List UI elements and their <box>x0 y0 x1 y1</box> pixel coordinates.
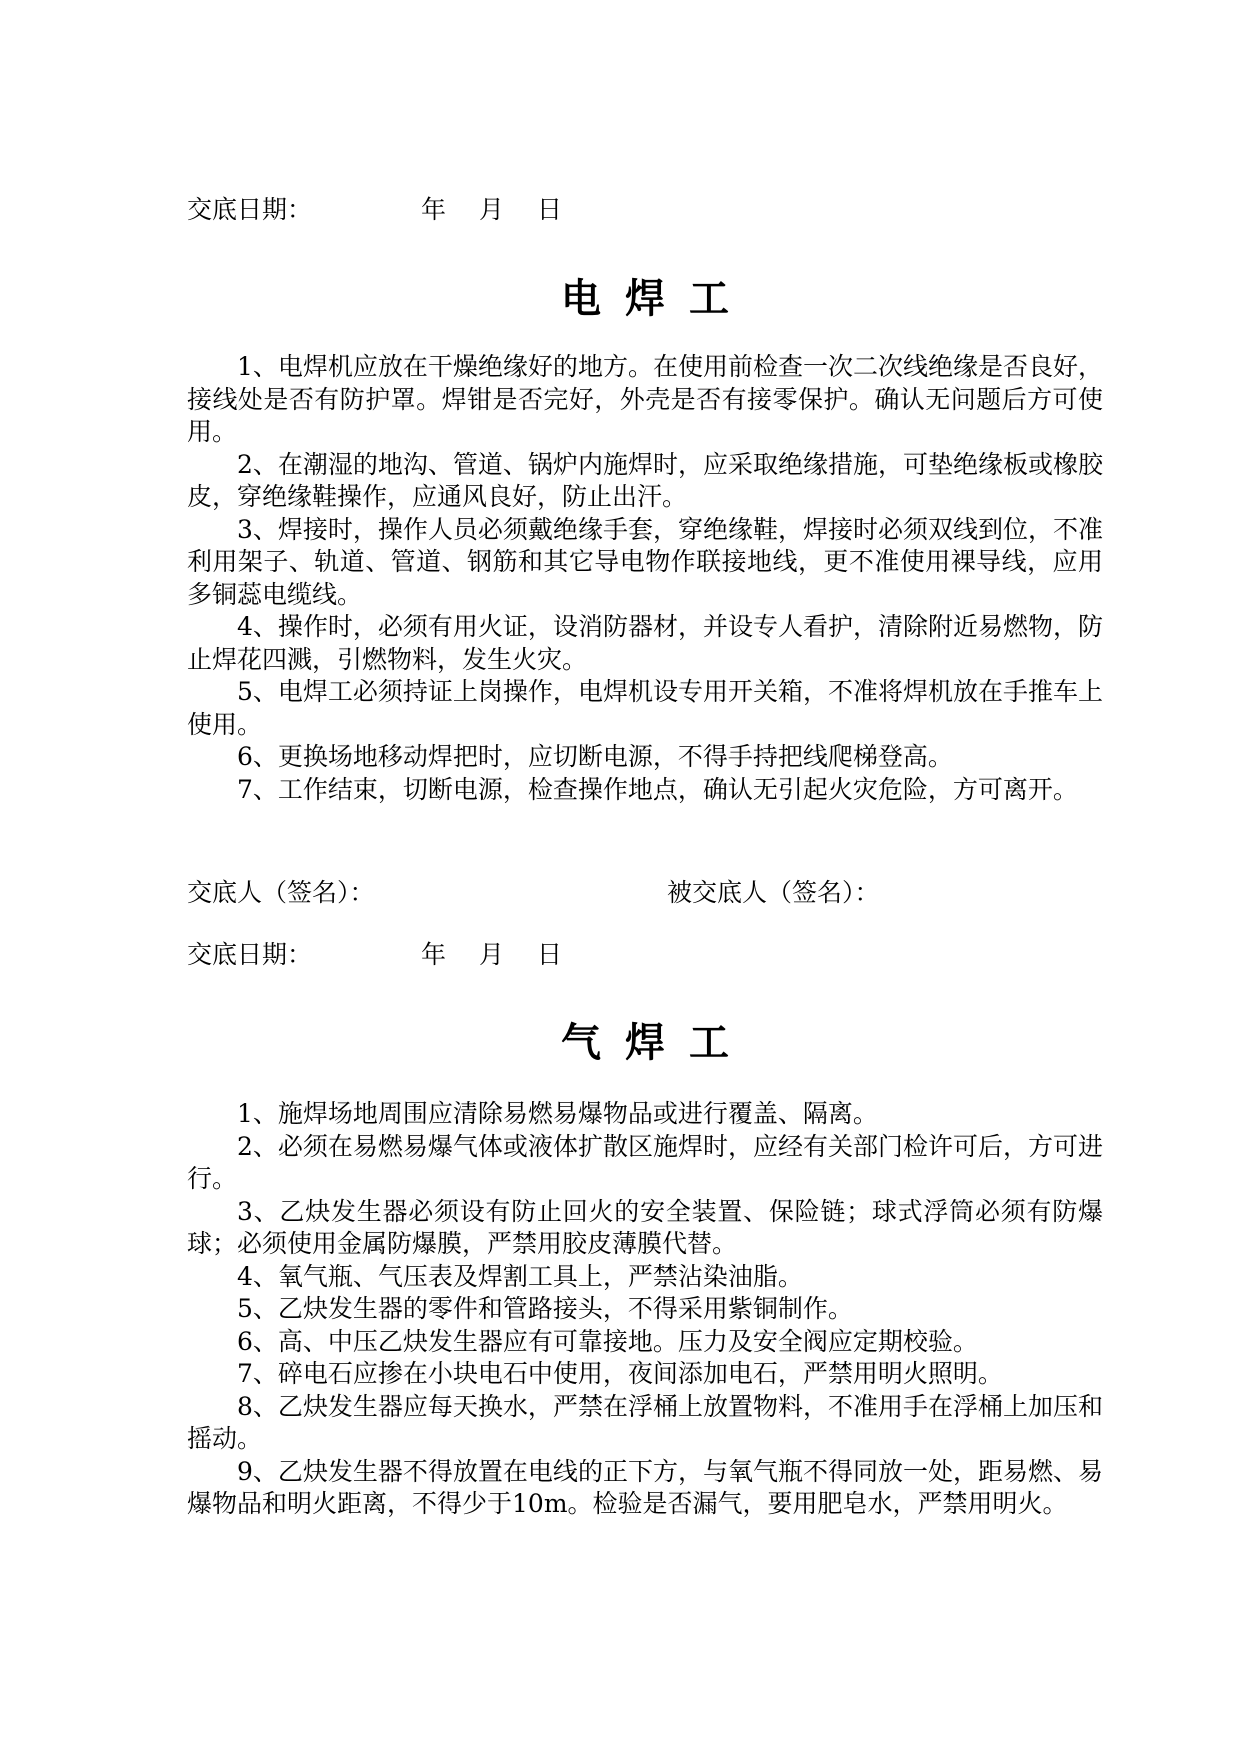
rule-item: 5、电焊工必须持证上岗操作，电焊机设专用开关箱，不准将焊机放在手推车上使用。 <box>187 677 1103 739</box>
date-line-2 <box>187 938 1103 972</box>
rule-item: 1、施焊场地周围应清除易燃易爆物品或进行覆盖、隔离。 <box>237 1099 878 1128</box>
rule-item: 4、氧气瓶、气压表及焊割工具上，严禁沾染油脂。 <box>237 1261 803 1291</box>
rule-item: 6、高、中压乙炔发生器应有可靠接地。压力及安全阀应定期校验。 <box>237 1326 978 1356</box>
date-label: 交底日期： <box>187 195 313 224</box>
rule-item: 8、乙炔发生器应每天换水，严禁在浮桶上放置物料，不准用手在浮桶上加压和摇动。 <box>187 1391 1103 1453</box>
rule-item: 9、乙炔发生器不得放置在电线的正下方，与氧气瓶不得同放一处，距易燃、易爆物品和明火距离，不得少于10m。检验是否漏气，要用肥皂水，严禁用明火。 <box>187 1456 1103 1518</box>
date-year: 年 <box>421 195 447 224</box>
rule-item: 7、碎电石应掺在小块电石中使用，夜间添加电石，严禁用明火照明。 <box>237 1359 1003 1388</box>
date-day: 日 <box>537 940 563 969</box>
date-year: 年 <box>421 940 447 969</box>
rule-item: 4、操作时，必须有用火证，设消防器材，并设专人看护，清除附近易燃物，防止焊花四溅，引燃物料，发生火灾。 <box>187 612 1103 674</box>
rule-item: 3、焊接时，操作人员必须戴绝缘手套，穿绝缘鞋，焊接时必须双线到位，不准利用架子、轨道、管道、钢筋和其它导电物作联接地线，更不准使用裸导线，应用多铜蕊电缆线。 <box>187 514 1103 609</box>
receiver-signature-label: 被交底人（签名）： <box>667 878 880 907</box>
rules-list-electric-welder <box>187 351 1103 806</box>
rule-item: 1、电焊机应放在干燥绝缘好的地方。在使用前检查一次二次线绝缘是否良好，接线处是否有防护罩。焊钳是否完好，外壳是否有接零保护。确认无问题后方可使用。 <box>187 352 1103 446</box>
rule-item: 3、乙炔发生器必须设有防止回火的安全装置、保险链；球式浮筒必须有防爆球；必须使用金属防爆膜，严禁用胶皮薄膜代替。 <box>187 1196 1103 1258</box>
section-title-gas-welder: 气焊工 <box>561 1020 753 1066</box>
rules-list-gas-welder <box>187 1098 1103 1521</box>
date-month: 月 <box>479 195 505 224</box>
date-month: 月 <box>479 940 505 969</box>
rule-item: 6、更换场地移动焊把时，应切断电源，不得手持把线爬梯登高。 <box>237 742 953 771</box>
giver-signature-label: 交底人（签名）： <box>187 878 375 907</box>
rule-item: 7、工作结束，切断电源，检查操作地点，确认无引起火灾危险，方可离开。 <box>237 774 1078 804</box>
document-page <box>187 0 1103 1521</box>
signature-line <box>187 876 1103 910</box>
section-title-electric-welder: 电焊工 <box>561 276 753 322</box>
date-line-1 <box>187 193 1103 227</box>
rule-item: 2、在潮湿的地沟、管道、锅炉内施焊时，应采取绝缘措施，可垫绝缘板或橡胶皮，穿绝缘鞋操作，应通风良好，防止出汗。 <box>187 449 1103 511</box>
rule-item: 2、必须在易燃易爆气体或液体扩散区施焊时，应经有关部门检许可后，方可进行。 <box>187 1131 1103 1193</box>
date-day: 日 <box>537 195 563 224</box>
rule-item: 5、乙炔发生器的零件和管路接头，不得采用紫铜制作。 <box>237 1294 853 1323</box>
date-label: 交底日期： <box>187 940 313 969</box>
